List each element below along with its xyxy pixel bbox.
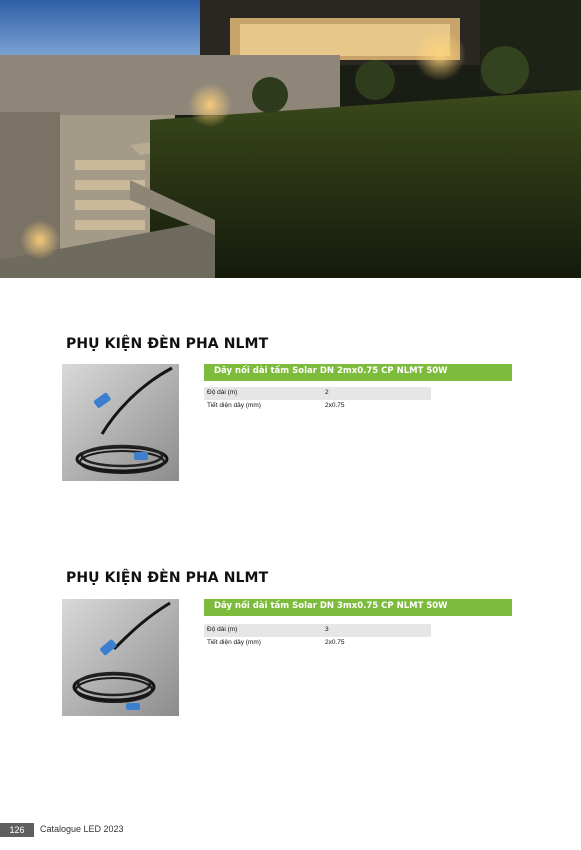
product-section — [0, 570, 581, 717]
page-number: 126 — [0, 823, 34, 837]
spec-value: 2 — [325, 389, 329, 396]
product-image — [62, 364, 179, 481]
product-section — [0, 336, 581, 481]
product-name-bar — [204, 599, 512, 616]
spec-label: Tiết diện dây (mm) — [207, 639, 261, 646]
section-title: PHỤ KIỆN ĐÈN PHA NLMT — [66, 570, 269, 586]
spec-value: 2x0.75 — [325, 402, 345, 409]
product-name: Dây nối dài tấm Solar DN 3mx0.75 CP NLMT 50W — [214, 601, 448, 611]
page-footer — [0, 823, 200, 837]
catalogue-title: Catalogue LED 2023 — [40, 824, 124, 834]
hero-image — [0, 0, 581, 278]
product-name-bar — [204, 364, 512, 381]
spec-row — [204, 387, 431, 400]
spec-label: Tiết diện dây (mm) — [207, 402, 261, 409]
product-name: Dây nối dài tấm Solar DN 2mx0.75 CP NLMT 50W — [214, 366, 448, 376]
spec-label: Độ dài (m) — [207, 389, 238, 396]
spec-row — [204, 400, 431, 413]
product-image — [62, 599, 179, 716]
spec-value: 2x0.75 — [325, 639, 345, 646]
spec-row — [204, 637, 431, 650]
spec-value: 3 — [325, 626, 329, 633]
spec-row — [204, 624, 431, 637]
spec-label: Độ dài (m) — [207, 626, 238, 633]
section-title: PHỤ KIỆN ĐÈN PHA NLMT — [66, 336, 269, 352]
